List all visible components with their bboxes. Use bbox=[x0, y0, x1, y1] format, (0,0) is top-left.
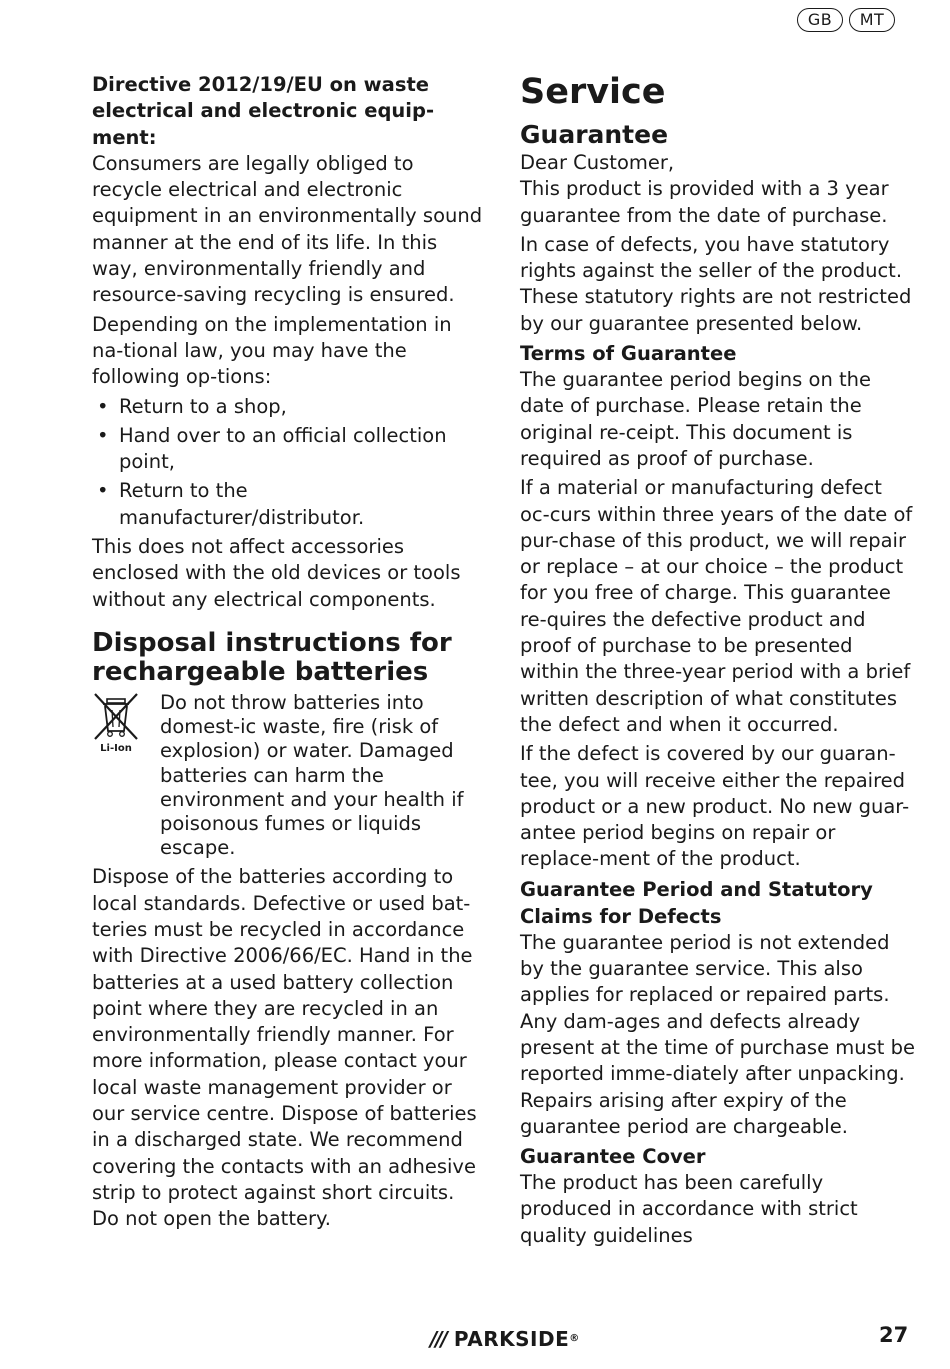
language-badges bbox=[797, 8, 895, 32]
directive-heading: Directive 2012/19/EU on waste electrical and electronic equip-ment: bbox=[92, 73, 435, 149]
terms-paragraph-1: The guarantee period begins on the date of purchase. Please retain the original re-ceipt. This document is required as proof of purchase. bbox=[520, 368, 872, 470]
battery-warning-text: Do not throw batteries into domest-ic waste, fire (risk of explosion) or water. Damaged batteries can harm the environment and your health if poisonous fumes or liquids escape. bbox=[160, 690, 464, 860]
parkside-logo bbox=[430, 1326, 580, 1352]
list-item: • Return to the manufacturer/distributor. bbox=[92, 478, 484, 531]
language-badge-mt: MT bbox=[849, 8, 895, 32]
list-item: • Hand over to an official collection point, bbox=[92, 423, 484, 476]
terms-paragraph-3: If the defect is covered by our guaran-tee, you will receive either the repaired product or a new product. No new guar-antee period begins on repair or replace-ment of the product. bbox=[520, 742, 910, 871]
logo-trademark: ® bbox=[569, 1333, 580, 1344]
cover-paragraph: The product has been carefully produced in accordance with strict quality guidelines bbox=[520, 1171, 858, 1247]
battery-warning-block bbox=[92, 691, 484, 860]
guarantee-paragraph-2: In case of defects, you have statutory rights against the seller of the product. These statutory rights are not restricted by our guarantee presented below. bbox=[520, 232, 912, 335]
service-heading: Service bbox=[520, 72, 666, 112]
logo-brand: PARKSIDE bbox=[453, 1327, 570, 1351]
directive-paragraph-3: This does not affect accessories enclosed with the old devices or tools without any electrical components. bbox=[92, 535, 461, 611]
right-column bbox=[520, 72, 915, 1252]
disposal-paragraph: Dispose of the batteries according to local standards. Defective or used bat-teries must be recycled in accordance with Directive 2006/66/EC. Hand in the batteries at a used battery collection point where they are recycled in an environmentally friendly manner. For more information, please contact your local waste management provider or our service centre. Dispose of batteries in a discharged state. We recommend covering the contacts with an adhesive strip to protect against short circuits. Do not open the battery. bbox=[92, 865, 477, 1231]
page-number: 27 bbox=[879, 1323, 909, 1347]
greeting: Dear Customer, bbox=[520, 151, 675, 174]
guarantee-heading: Guarantee bbox=[520, 120, 669, 149]
guarantee-paragraph-1: This product is provided with a 3 year guarantee from the date of purchase. bbox=[520, 177, 889, 227]
language-badge-gb: GB bbox=[797, 8, 843, 32]
options-list bbox=[92, 394, 484, 531]
directive-paragraph-2: Depending on the implementation in na-tional law, you may have the following op-tions: bbox=[92, 312, 452, 389]
directive-paragraph-1: Consumers are legally obliged to recycle electrical and electronic equipment in an environmentally sound manner at the end of its life. In this way, environmentally friendly and resource-saving recycling is ensured. bbox=[92, 151, 483, 307]
period-heading: Guarantee Period and Statutory Claims for Defects bbox=[520, 877, 873, 928]
terms-paragraph-2: If a material or manufacturing defect oc-curs within three years of the date of pur-chase of this product, we will repair or replace – at our choice – the product for you free of charge. This guarantee re-quires the defective product and proof of purchase to be presented within the three-year period with a brief written description of what constitutes the defect and when it occurred. bbox=[520, 476, 913, 736]
terms-heading: Terms of Guarantee bbox=[520, 342, 737, 366]
battery-icon-label: Li-Ion bbox=[100, 742, 132, 754]
logo-stripes: /// bbox=[430, 1327, 446, 1351]
disposal-heading: Disposal instructions for rechargeable batteries bbox=[92, 627, 452, 687]
list-item: • Return to a shop, bbox=[92, 394, 484, 420]
left-column bbox=[92, 72, 484, 1236]
cover-heading: Guarantee Cover bbox=[520, 1145, 706, 1169]
crossed-out-bin-icon bbox=[92, 691, 160, 860]
period-paragraph: The guarantee period is not extended by the guarantee service. This also applies for replaced or repaired parts. Any dam-ages and defects already present at the time of purchase must be reported imme-diately after unpacking. Repairs arising after expiry of the guarantee period are chargeable. bbox=[520, 930, 916, 1138]
